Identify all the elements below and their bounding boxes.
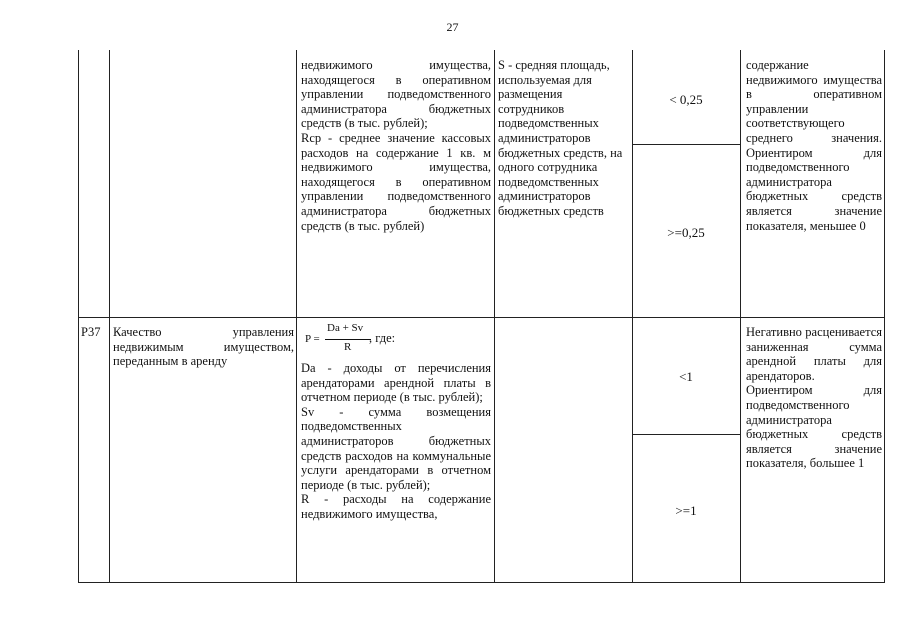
row2-formula xyxy=(301,322,491,358)
row1-variables-description: недвижимого имущества, находящегося в оперативном управлении подведомственного администратора бюджетных средств (в тыс. рублей); Rср - среднее значение кассовых расходов на содержание 1 кв. м недвижимого имущества, находящегося в оперативном управлении подведомственного администратора бюджетных средств (в тыс. рублей) xyxy=(301,58,491,233)
col-border-2 xyxy=(296,50,297,583)
row2-condition-lt: <1 xyxy=(679,369,693,384)
row2-variables-description: Da - доходы от перечисления арендаторами арендной платы в отчетном периоде (в тыс. рублей); Sv - сумма возмещения подведомственных администраторов бюджетных средств расходов на коммунальные услуги арендаторами в отчетном периоде (в тыс. рублей); R - расходы на содержание недвижимого имущества, xyxy=(301,361,491,521)
col-border-6 xyxy=(884,50,885,583)
row2-indicator-name: Качество управления недвижимым имуществом, переданным в аренду xyxy=(113,325,294,369)
row2-interpretation: Негативно расценивается заниженная сумма арендной платы для арендаторов. Ориентиром для подведомственного администратора бюджетных средств является значение показателя, большее 1 xyxy=(746,325,882,471)
page-number: 27 xyxy=(446,20,459,34)
col-border-5 xyxy=(740,50,741,583)
formula-denominator: R xyxy=(344,341,352,353)
formula-lhs: P = xyxy=(305,333,320,345)
row2-bottom-border xyxy=(78,582,884,583)
row2-cond-divider xyxy=(632,434,740,435)
formula-numerator: Da + Sv xyxy=(327,322,364,334)
row1-interpretation: содержание недвижимого имущества в оперативном управлении соответствующего среднего значения. Ориентиром для подведомственного администратора бюджетных средств является значение показателя, меньшее 0 xyxy=(746,58,882,233)
row1-cond-divider xyxy=(632,144,740,145)
row1-condition-lt: < 0,25 xyxy=(669,92,703,107)
col-border-1 xyxy=(109,50,110,583)
row2-condition-ge: >=1 xyxy=(675,503,697,518)
row2-code: P37 xyxy=(81,325,101,339)
formula-tail: , где: xyxy=(369,331,396,345)
col-border-3 xyxy=(494,50,495,583)
col-border-0 xyxy=(78,50,79,583)
row1-area-description: S - средняя площадь, используемая для размещения сотрудников подведомственных администраторов бюджетных средств, на одного сотрудника подведомственных администраторов бюджетных средств xyxy=(498,58,623,218)
row1-condition-ge: >=0,25 xyxy=(667,225,705,240)
row1-bottom-border xyxy=(78,317,884,318)
